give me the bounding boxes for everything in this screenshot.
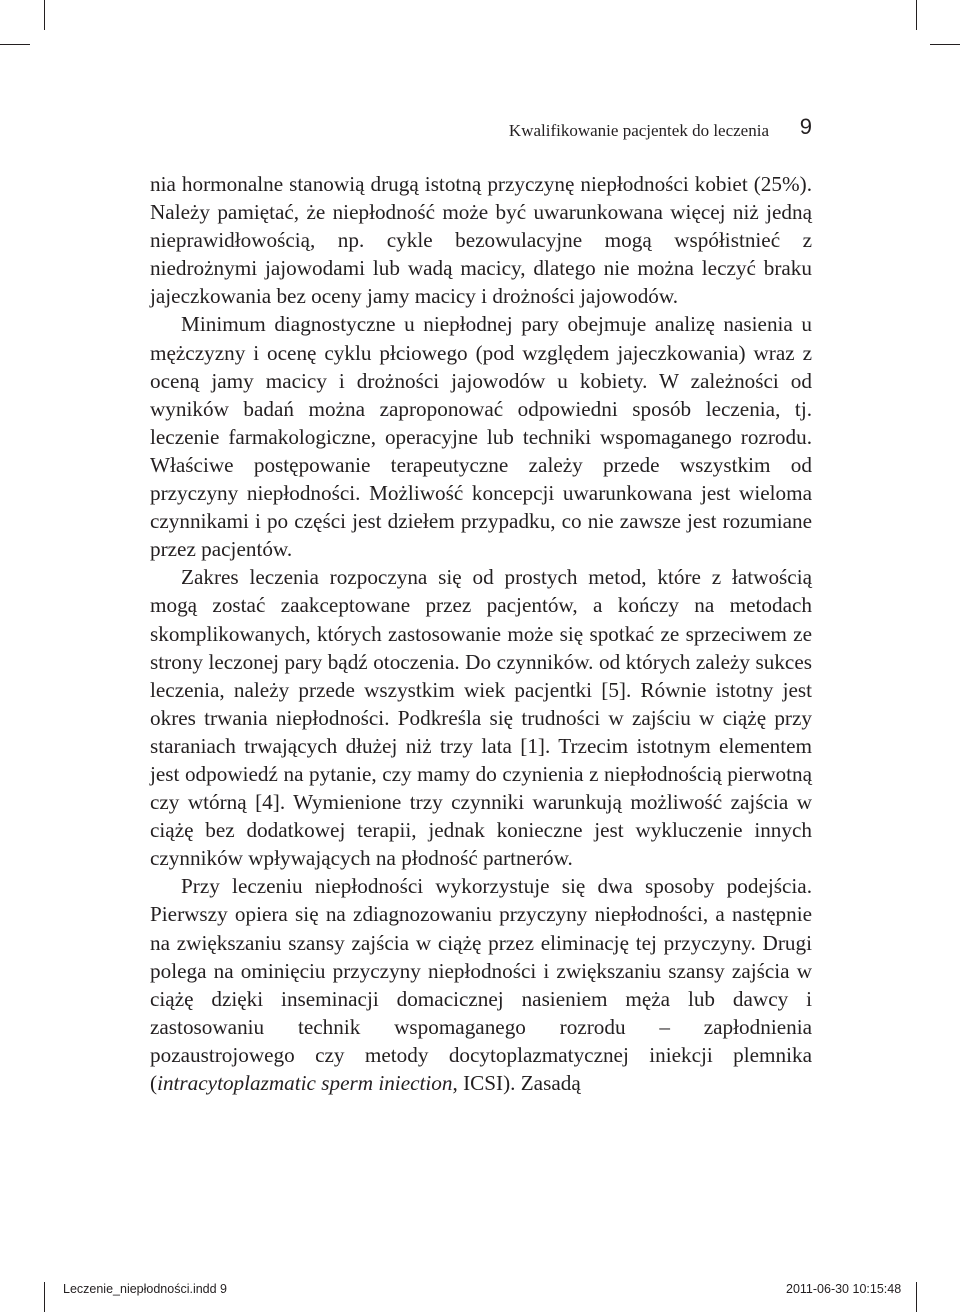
crop-mark-top-right-h [930, 44, 960, 45]
page-header [150, 114, 812, 142]
paragraph-2: Minimum diagnostyczne u niepłodnej pary obejmuje analizę nasienia u mężczyzny i ocenę cyklu płciowego (pod względem jajeczkowania) wraz z oceną jamy macicy i drożności jajowodów u kobiety. W zależności od wyników badań można zaproponować odpowiedni sposób leczenia, tj. leczenie farmakologiczne, operacyjne lub techniki wspomaganego rozrodu. Właściwe postępowanie terapeutyczne zależy przede wszystkim od przyczyny niepłodności. Możliwość koncepcji uwarunkowana jest wieloma czynnikami i po części jest dziełem przypadku, co nie zawsze jest rozumiane przez pacjentów. [150, 312, 812, 562]
paragraph-4 [150, 872, 812, 1097]
running-head: Kwalifikowanie pacjentek do leczenia [508, 121, 769, 140]
crop-mark-top-left-h [0, 44, 30, 45]
body-text [150, 170, 812, 1097]
paragraph-1: nia hormonalne stanowią drugą istotną przyczynę niepłodności kobiet (25%). Należy pamiętać, że niepłodność może być uwarunkowana więcej niż jedną nieprawidłowością, np. cykle bezowulacyjne mogą współistnieć z niedrożnymi jajowodami lub wadą macicy, dlatego nie można leczyć braku jajeczkowania bez oceny jamy macicy i drożności jajowodów. [150, 172, 812, 309]
page-number: 9 [799, 114, 812, 139]
slug-datetime: 2011-06-30 10:15:48 [786, 1282, 902, 1296]
crop-mark-top-right-v [916, 0, 917, 30]
paragraph-4-text: Przy leczeniu niepłodności wykorzystuje się dwa sposoby podejścia. Pierwszy opiera się na zdiagnozowaniu przyczyny niepłodności, a następnie na zwiększaniu szansy zajścia w ciążę przez eliminację tej przyczyny. Drugi polega na ominięciu przyczyny niepłodności i zwiększaniu szansy zajścia w ciążę dzięki inseminacji domacicznej nasieniem męża lub dawcy i zastosowaniu technik wspomaganego rozrodu – zapłodnienia pozaustrojowego czy metody docytoplazmatycznej iniekcji plemnika ( [150, 874, 812, 1095]
crop-mark-bottom-right-v [916, 1282, 917, 1312]
crop-mark-top-left-v [44, 0, 45, 30]
crop-mark-bottom-left-v [44, 1282, 45, 1312]
paragraph-4-italic-term: intracytoplazmatic sperm iniection [157, 1071, 453, 1095]
slug-filename: Leczenie_niepłodności.indd 9 [63, 1282, 228, 1296]
paragraph-3: Zakres leczenia rozpoczyna się od prostych metod, które z łatwością mogą zostać zaakceptowane przez pacjentów, a kończy na metodach skomplikowanych, których zastosowanie może się spotkać ze sprzeciwem ze strony leczonej pary bądź otoczenia. Do czynników. od których zależy sukces leczenia, należy przede wszystkim wiek pacjentki [5]. Równie istotny jest okres trwania niepłodności. Podkreśla się trudności w zajściu w ciążę przy staraniach trwających dłużej niż trzy lata [1]. Trzecim istotnym elementem jest odpowiedź na pytanie, czy mamy do czynienia z niepłodnością pierwotną czy wtórną [4]. Wymienione trzy czynniki warunkują możliwość zajścia w ciążę bez dodatkowej terapii, jednak konieczne jest wykluczenie innych czynników wpływających na płodność partnerów. [150, 565, 812, 871]
paragraph-4-tail: , ICSI). Zasadą [452, 1071, 581, 1095]
